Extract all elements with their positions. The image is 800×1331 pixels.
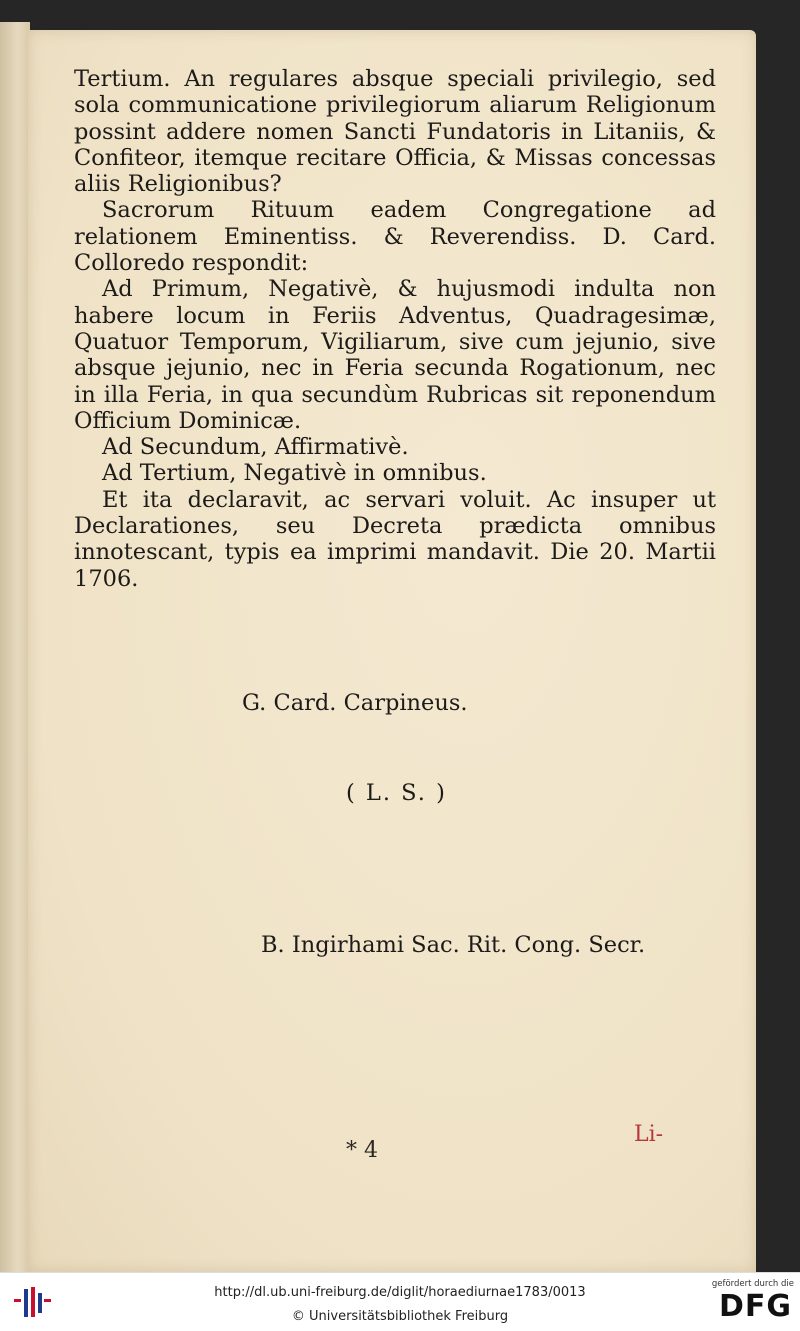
footer-bar bbox=[0, 1272, 800, 1331]
paragraph-ad-primum: Ad Primum, Negativè, & hujusmodi indulta non habere locum in Feriis Adventus, Quadragesimæ, Quatuor Temporum, Vigiliarum, sive cum jejunio, sive absque jejunio, nec in Feria secunda Rogationum, nec in illa Feria, in qua secundùm Rubricas sit reponendum Officium Dominicæ. bbox=[74, 276, 716, 434]
signature-mark: * 4 bbox=[346, 1138, 378, 1163]
catchword: Li- bbox=[634, 1122, 664, 1147]
book-edge bbox=[0, 22, 30, 1272]
paragraph-response-intro: Sacrorum Rituum eadem Congregatione ad relationem Eminentiss. & Reverendiss. D. Card. Colloredo respondit: bbox=[74, 197, 716, 277]
signature-ingirhami: B. Ingirhami Sac. Rit. Cong. Secr. bbox=[261, 932, 646, 958]
paragraph-ad-secundum: Ad Secundum, Affirmativè. bbox=[102, 434, 409, 461]
page-text bbox=[74, 66, 716, 592]
book-page bbox=[28, 30, 756, 1272]
dfg-sponsor bbox=[704, 1279, 794, 1325]
copyright-notice: © Universitätsbibliothek Freiburg bbox=[291, 1309, 509, 1324]
paragraph-tertium: Tertium. An regulares absque speciali privilegio, sed sola communicatione privilegiorum aliarum Religionum possint addere nomen Sancti Fundatoris in Litaniis, & Confiteor, itemque recitare Officia, & Missas concessas aliis Religionibus? bbox=[74, 66, 716, 198]
sponsor-label: gefördert durch die bbox=[711, 1279, 794, 1289]
paragraph-ad-tertium: Ad Tertium, Negativè in omnibus. bbox=[102, 460, 487, 487]
paragraph-declaration: Et ita declaravit, ac servari voluit. Ac insuper ut Declarationes, seu Decreta prædicta omnibus innotescant, typis ea imprimi mandavit. Die 20. Martii 1706. bbox=[74, 486, 716, 592]
dfg-logo-icon: DFG bbox=[718, 1289, 792, 1324]
permalink-url[interactable]: http://dl.ub.uni-freiburg.de/diglit/horaediurnae1783/0013 bbox=[214, 1285, 586, 1300]
signature-carpineus: G. Card. Carpineus. bbox=[242, 690, 468, 716]
seal-locus-sigilli: ( L. S. ) bbox=[346, 780, 447, 806]
